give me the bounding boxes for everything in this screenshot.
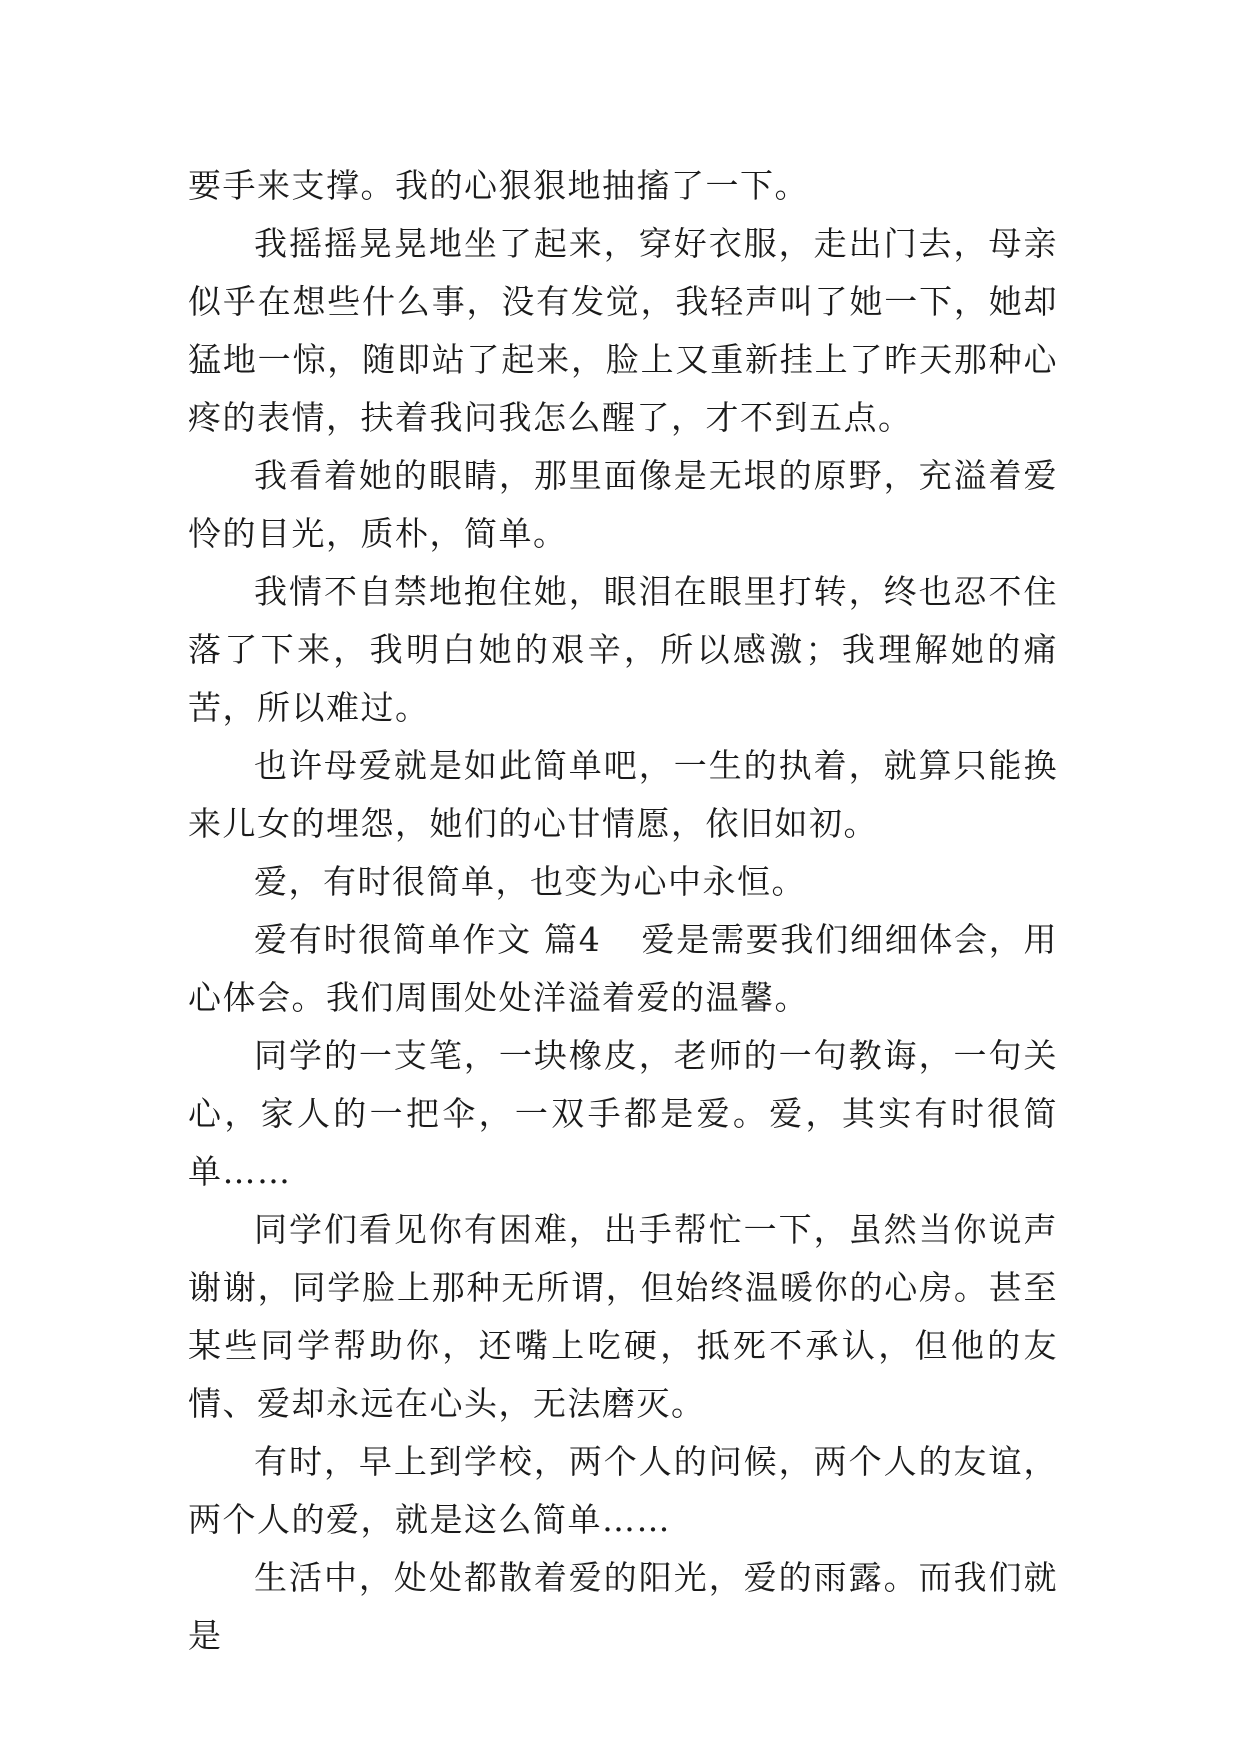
paragraph-10: 有时，早上到学校，两个人的问候，两个人的友谊，两个人的爱，就是这么简单…… bbox=[188, 1442, 1058, 1539]
section-heading: 爱有时很简单作文 篇4 bbox=[254, 920, 602, 959]
paragraph-4: 我情不自禁地抱住她，眼泪在眼里打转，终也忍不住落了下来，我明白她的艰辛，所以感激；我理解她的痛苦，所以难过。 bbox=[188, 572, 1058, 727]
paragraph-9: 同学们看见你有困难，出手帮忙一下，虽然当你说声谢谢，同学脸上那种无所谓，但始终温暖你的心房。甚至某些同学帮助你，还嘴上吃硬，抵死不承认，但他的友情、爱却永远在心头，无法磨灭。 bbox=[188, 1210, 1058, 1423]
body-text bbox=[188, 157, 1058, 1665]
paragraph-7-text: 爱是需要我们细细体会，用心体会。我们周围处处洋溢着爱的温馨。 bbox=[188, 920, 1058, 1017]
paragraph-8: 同学的一支笔，一块橡皮，老师的一句教诲，一句关心，家人的一把伞，一双手都是爱。爱，其实有时很简单…… bbox=[188, 1036, 1058, 1191]
paragraph-1: 要手来支撑。我的心狠狠地抽搐了一下。 bbox=[188, 166, 809, 205]
paragraph-6: 爱，有时很简单，也变为心中永恒。 bbox=[254, 862, 806, 901]
paragraph-3: 我看着她的眼睛，那里面像是无垠的原野，充溢着爱怜的目光，质朴，简单。 bbox=[188, 456, 1058, 553]
paragraph-2: 我摇摇晃晃地坐了起来，穿好衣服，走出门去，母亲似乎在想些什么事，没有发觉，我轻声叫了她一下，她却猛地一惊，随即站了起来，脸上又重新挂上了昨天那种心疼的表情，扶着我问我怎么醒了，才不到五点。 bbox=[188, 224, 1058, 437]
paragraph-7 bbox=[188, 911, 1058, 1027]
paragraph-11: 生活中，处处都散着爱的阳光，爱的雨露。而我们就是 bbox=[188, 1558, 1058, 1655]
paragraph-5: 也许母爱就是如此简单吧，一生的执着，就算只能换来儿女的埋怨，她们的心甘情愿，依旧如初。 bbox=[188, 746, 1058, 843]
